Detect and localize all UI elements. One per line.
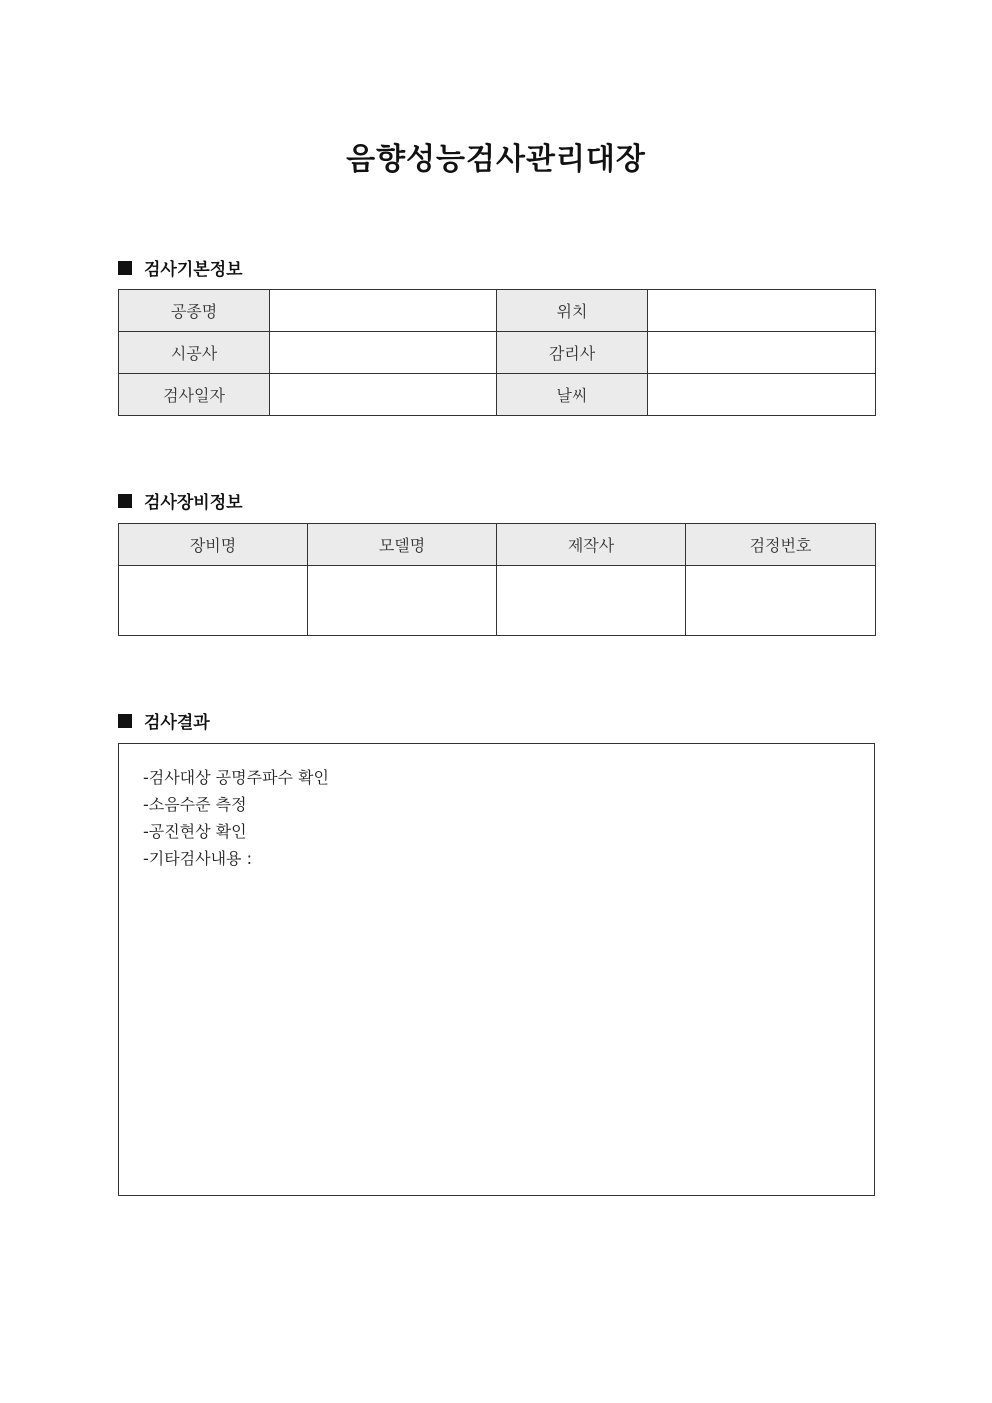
label-cell: 공종명 bbox=[119, 290, 270, 332]
value-cell-manufacturer[interactable] bbox=[497, 566, 686, 636]
table-row bbox=[119, 566, 876, 636]
result-text-area[interactable] bbox=[118, 743, 875, 1196]
section-heading-equipment bbox=[118, 488, 243, 513]
column-header: 제작사 bbox=[497, 524, 686, 566]
equipment-info-table bbox=[118, 523, 876, 636]
list-item: -기타검사내용 : bbox=[143, 849, 252, 868]
label-cell: 시공사 bbox=[119, 332, 270, 374]
column-header: 모델명 bbox=[308, 524, 497, 566]
value-cell-inspection-date[interactable] bbox=[270, 374, 497, 416]
label-cell: 검사일자 bbox=[119, 374, 270, 416]
list-item: -검사대상 공명주파수 확인 bbox=[143, 768, 329, 787]
value-cell-model-name[interactable] bbox=[308, 566, 497, 636]
result-list bbox=[143, 764, 329, 872]
table-row bbox=[119, 332, 876, 374]
square-bullet-icon bbox=[118, 714, 132, 728]
square-bullet-icon bbox=[118, 261, 132, 275]
table-row bbox=[119, 290, 876, 332]
section-heading-basic bbox=[118, 255, 243, 280]
label-cell: 날씨 bbox=[497, 374, 648, 416]
value-cell-weather[interactable] bbox=[648, 374, 876, 416]
page-title: 음향성능검사관리대장 bbox=[346, 142, 646, 177]
label-cell: 위치 bbox=[497, 290, 648, 332]
table-header-row bbox=[119, 524, 876, 566]
value-cell-work-type[interactable] bbox=[270, 290, 497, 332]
value-cell-location[interactable] bbox=[648, 290, 876, 332]
label-cell: 감리사 bbox=[497, 332, 648, 374]
value-cell-certification-number[interactable] bbox=[686, 566, 876, 636]
column-header: 장비명 bbox=[119, 524, 308, 566]
section-heading-result-label: 검사결과 bbox=[144, 713, 210, 733]
value-cell-supervisor[interactable] bbox=[648, 332, 876, 374]
table-row bbox=[119, 374, 876, 416]
list-item: -소음수준 측정 bbox=[143, 795, 247, 814]
value-cell-equipment-name[interactable] bbox=[119, 566, 308, 636]
value-cell-contractor[interactable] bbox=[270, 332, 497, 374]
section-heading-equipment-label: 검사장비정보 bbox=[144, 493, 243, 513]
square-bullet-icon bbox=[118, 494, 132, 508]
section-heading-result bbox=[118, 708, 210, 733]
column-header: 검정번호 bbox=[686, 524, 876, 566]
section-heading-basic-label: 검사기본정보 bbox=[144, 260, 243, 280]
list-item: -공진현상 확인 bbox=[143, 822, 247, 841]
basic-info-table bbox=[118, 289, 876, 416]
